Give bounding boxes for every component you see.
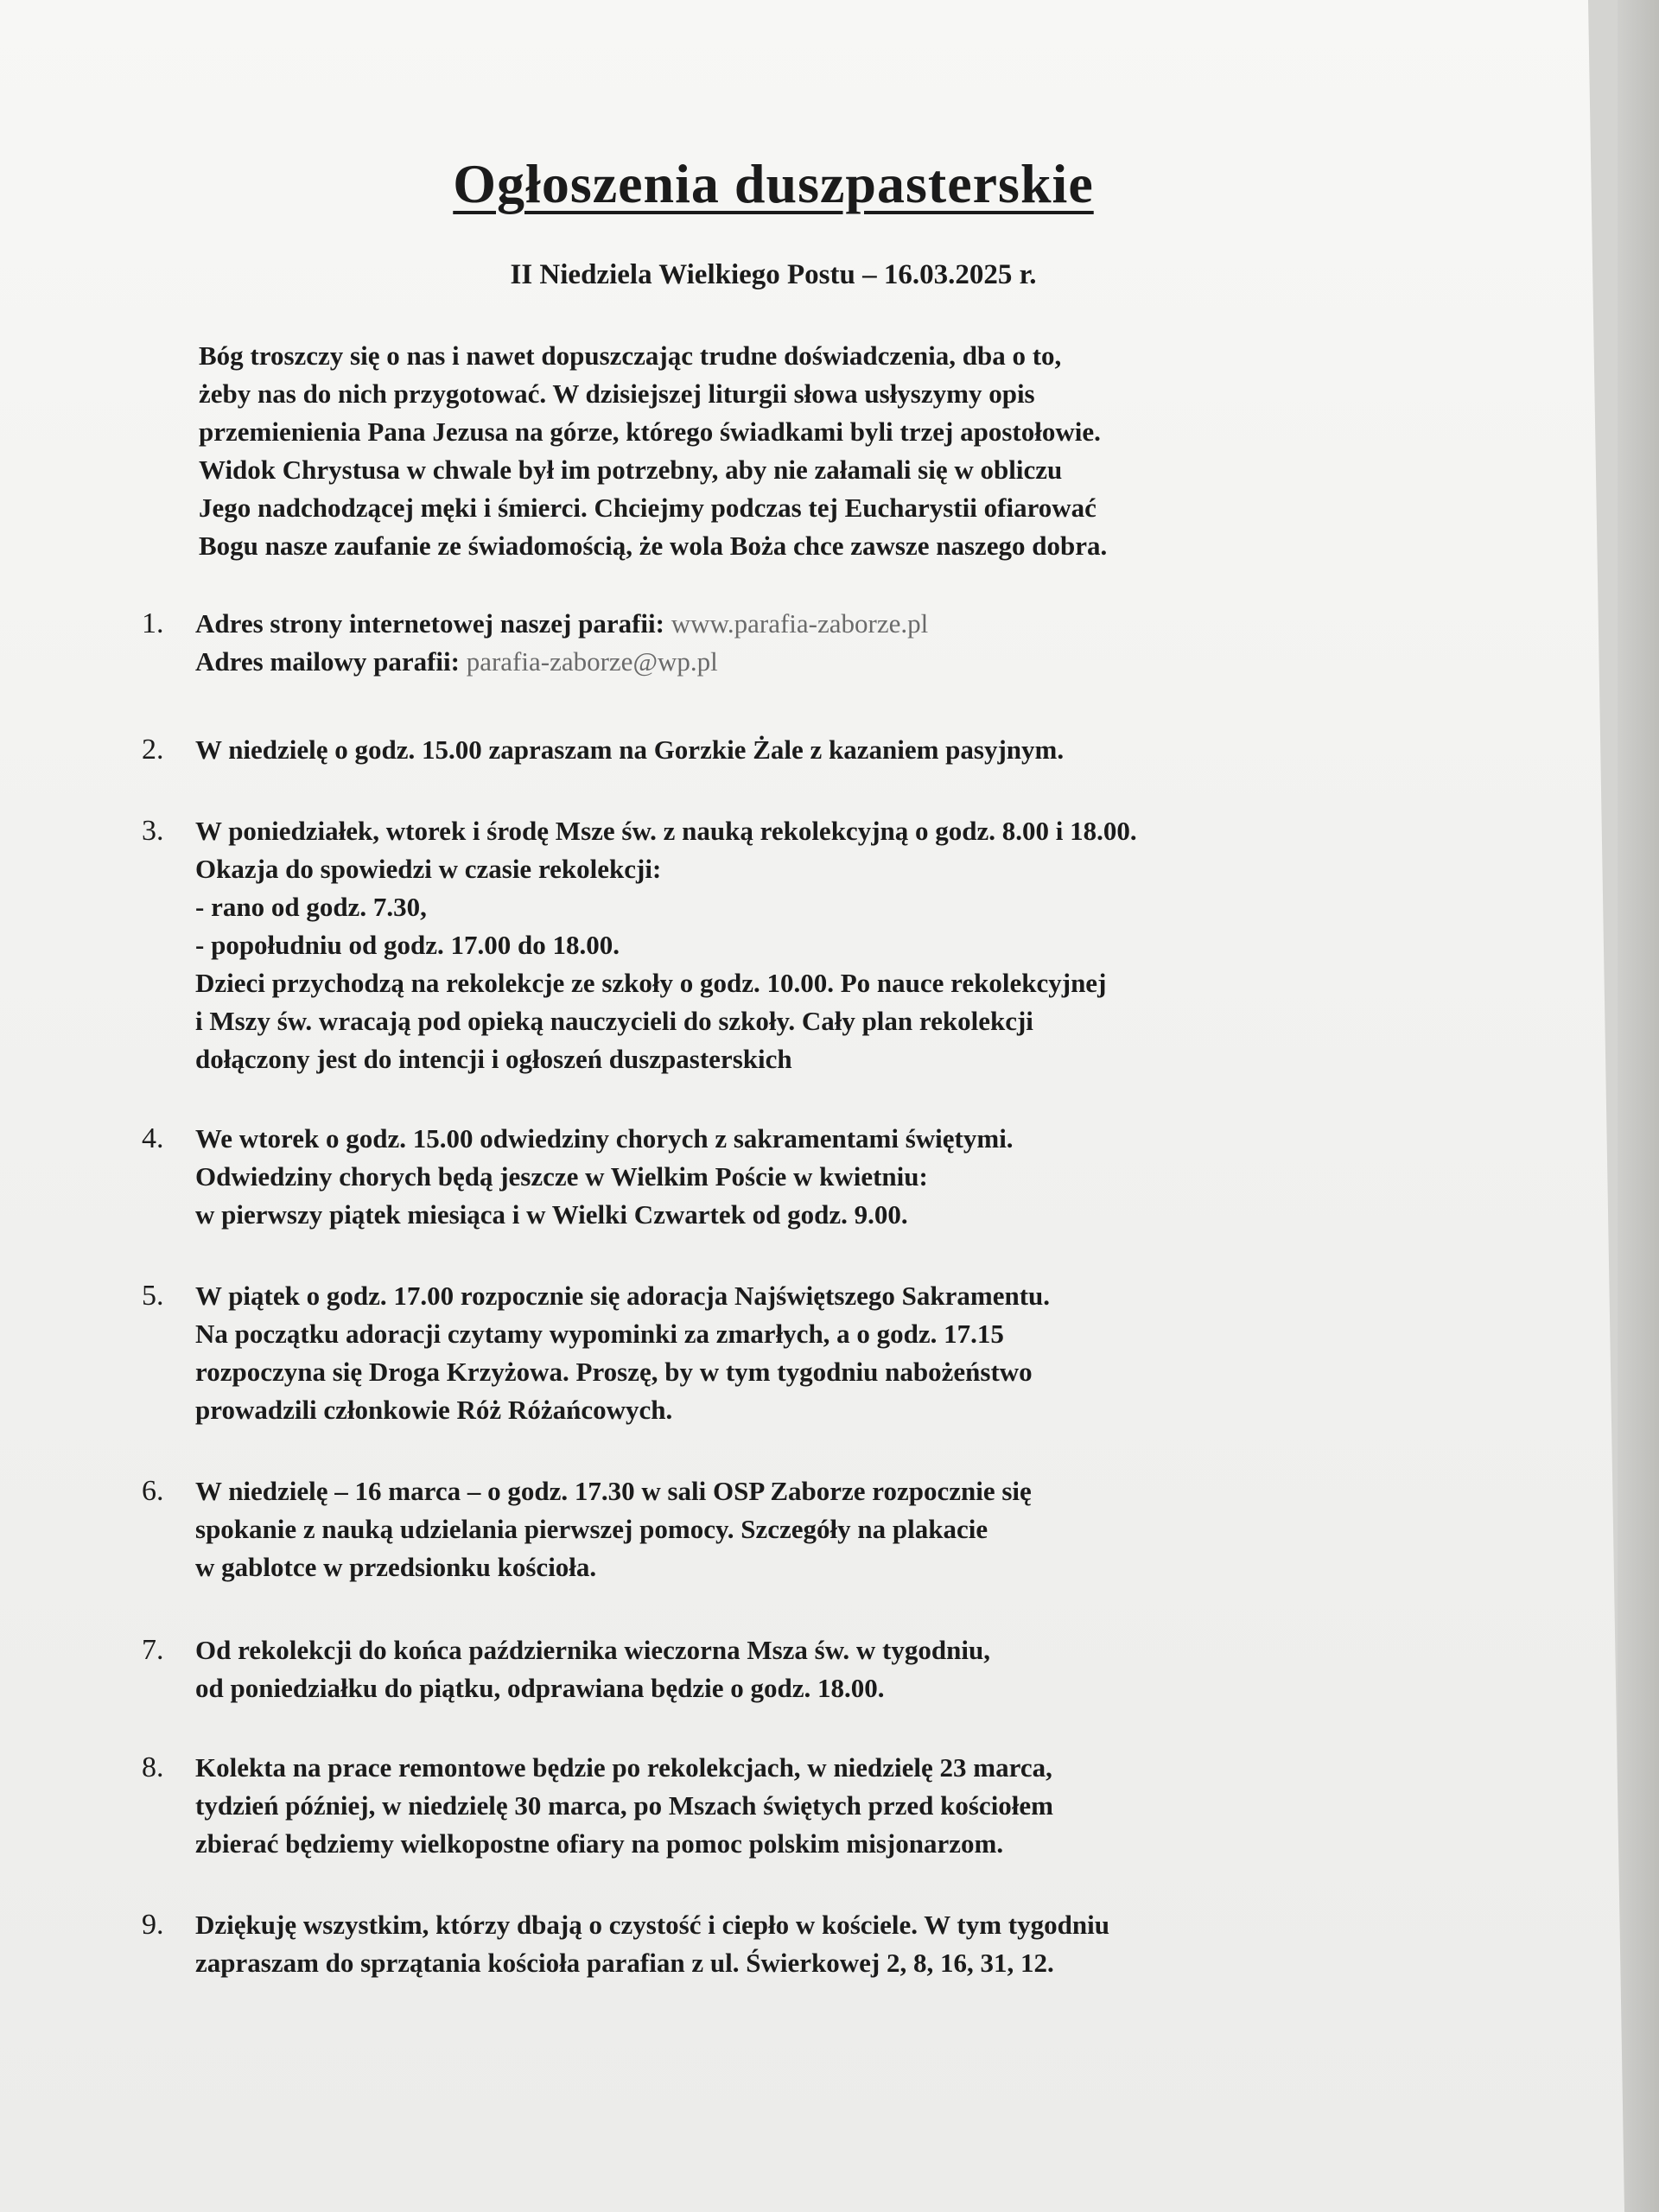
item-line: dołączony jest do intencji i ogłoszeń duszpasterskich	[195, 1044, 792, 1074]
item-line: w pierwszy piątek miesiąca i w Wielki Czwartek od godz. 9.00.	[195, 1199, 908, 1230]
item-line: zapraszam do sprzątania kościoła parafian z ul. Świerkowej 2, 8, 16, 31, 12.	[195, 1948, 1054, 1978]
email-label: Adres mailowy parafii:	[195, 646, 460, 677]
item-line: Od rekolekcji do końca października wieczorna Msza św. w tygodniu,	[195, 1635, 990, 1665]
item-number: 1.	[142, 607, 164, 639]
item-number: 8.	[142, 1751, 164, 1783]
intro-line: Jego nadchodzącej męki i śmierci. Chciejmy podczas tej Eucharystii ofiarować	[199, 493, 1096, 523]
intro-line: Bogu nasze zaufanie ze świadomością, że wola Boża chce zawsze naszego dobra.	[199, 531, 1108, 561]
item-line: W piątek o godz. 17.00 rozpocznie się adoracja Najświętszego Sakramentu.	[195, 1281, 1051, 1311]
item-line: Odwiedziny chorych będą jeszcze w Wielkim Poście w kwietniu:	[195, 1161, 928, 1192]
website-link[interactable]: www.parafia-zaborze.pl	[671, 608, 929, 639]
item-line: tydzień później, w niedzielę 30 marca, po Mszach świętych przed kościołem	[195, 1790, 1053, 1821]
item-number: 4.	[142, 1122, 164, 1154]
item-number: 5.	[142, 1280, 164, 1312]
page-subtitle: II Niedziela Wielkiego Postu – 16.03.2025 r.	[510, 259, 1037, 290]
item-line: W niedzielę – 16 marca – o godz. 17.30 w sali OSP Zaborze rozpocznie się	[195, 1476, 1032, 1506]
item-line: Dziękuję wszystkim, którzy dbają o czystość i ciepło w kościele. W tym tygodniu	[195, 1910, 1109, 1940]
item-line: - rano od godz. 7.30,	[195, 892, 427, 922]
email-link[interactable]: parafia-zaborze@wp.pl	[466, 646, 718, 677]
item-line: W poniedziałek, wtorek i środę Msze św. z nauką rekolekcyjną o godz. 8.00 i 18.00.	[195, 816, 1137, 846]
item-line: Dzieci przychodzą na rekolekcje ze szkoły o godz. 10.00. Po nauce rekolekcyjnej	[195, 968, 1107, 998]
item-line: W niedzielę o godz. 15.00 zapraszam na Gorzkie Żale z kazaniem pasyjnym.	[195, 734, 1065, 765]
page-title: Ogłoszenia duszpasterskie	[453, 153, 1094, 214]
item-line: od poniedziałku do piątku, odprawiana będzie o godz. 18.00.	[195, 1673, 885, 1703]
item-line: Okazja do spowiedzi w czasie rekolekcji:	[195, 854, 662, 884]
item-line: zbierać będziemy wielkopostne ofiary na pomoc polskim misjonarzom.	[195, 1828, 1004, 1859]
item-line: rozpoczyna się Droga Krzyżowa. Proszę, by w tym tygodniu nabożeństwo	[195, 1357, 1033, 1387]
item-line: Kolekta na prace remontowe będzie po rekolekcjach, w niedzielę 23 marca,	[195, 1752, 1052, 1783]
intro-line: przemienienia Pana Jezusa na górze, którego świadkami byli trzej apostołowie.	[199, 416, 1101, 447]
item-number: 7.	[142, 1634, 164, 1666]
item-line: w gablotce w przedsionku kościoła.	[195, 1552, 597, 1582]
website-label: Adres strony internetowej naszej parafii:	[195, 608, 664, 639]
item-line: prowadzili członkowie Róż Różańcowych.	[195, 1395, 673, 1425]
item-line: spokanie z nauką udzielania pierwszej pomocy. Szczegóły na plakacie	[195, 1514, 988, 1544]
intro-line: Bóg troszczy się o nas i nawet dopuszczając trudne doświadczenia, dba o to,	[199, 340, 1062, 371]
item-number: 3.	[142, 815, 164, 847]
item-line: i Mszy św. wracają pod opieką nauczycieli do szkoły. Cały plan rekolekcji	[195, 1006, 1033, 1036]
intro-line: Widok Chrystusa w chwale był im potrzebny, aby nie załamali się w obliczu	[199, 454, 1063, 485]
item-line: - popołudniu od godz. 17.00 do 18.00.	[195, 930, 620, 960]
email-line	[195, 643, 928, 681]
item-number: 9.	[142, 1909, 164, 1941]
intro-line: żeby nas do nich przygotować. W dzisiejszej liturgii słowa usłyszymy opis	[199, 378, 1035, 409]
intro-paragraph	[199, 337, 1357, 565]
website-line	[195, 605, 928, 643]
item-line: We wtorek o godz. 15.00 odwiedziny chorych z sakramentami świętymi.	[195, 1123, 1014, 1154]
item-line: Na początku adoracji czytamy wypominki za zmarłych, a o godz. 17.15	[195, 1319, 1004, 1349]
item-number: 6.	[142, 1475, 164, 1507]
item-number: 2.	[142, 734, 164, 766]
